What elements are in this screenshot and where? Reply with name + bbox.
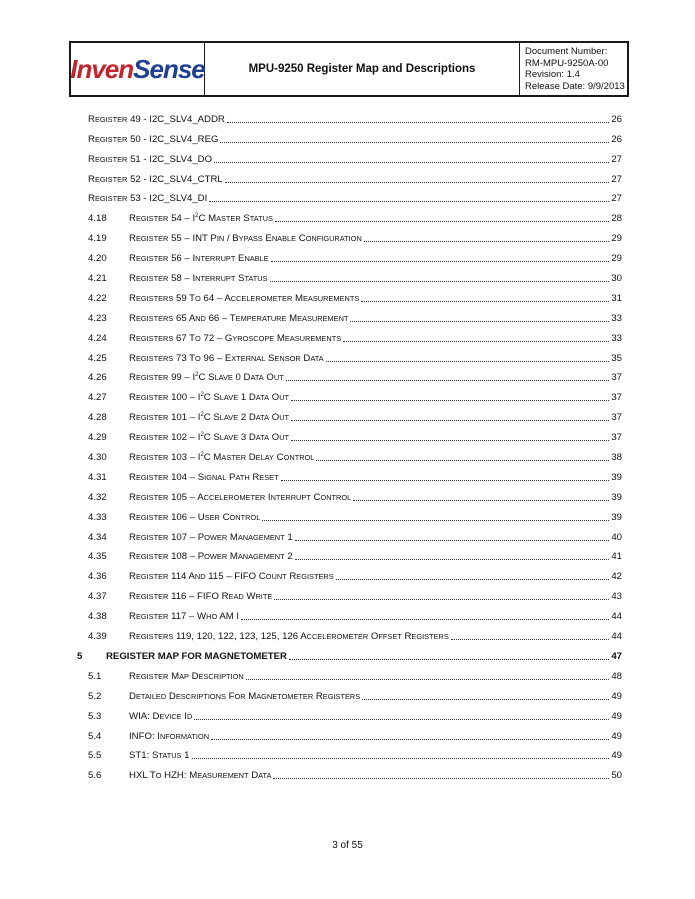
dot-leader	[291, 440, 609, 441]
toc-entry-number: 5.3	[88, 710, 102, 722]
dot-leader	[291, 400, 609, 401]
toc-entry-page: 50	[611, 770, 622, 782]
dot-leader	[451, 639, 610, 640]
toc-entry-page: 42	[611, 571, 622, 583]
toc-entry[interactable]	[88, 404, 622, 424]
dot-leader	[211, 739, 609, 740]
page-number: 3 of 55	[332, 840, 363, 851]
toc-entry-page: 44	[611, 631, 622, 643]
toc-entry-page: 39	[611, 511, 622, 523]
dot-leader	[214, 162, 609, 163]
toc-entry-page: 28	[611, 213, 622, 225]
toc-entry-number: 4.31	[88, 471, 107, 483]
toc-entry-page: 37	[611, 412, 622, 424]
toc-entry[interactable]	[88, 464, 622, 484]
toc-entry-title: REGISTERS 65 AND 66 – TEMPERATURE MEASUREMENT	[129, 312, 349, 324]
toc-entry-title: REGISTER 51 - I2C_SLV4_DO	[88, 153, 213, 165]
toc-entry-number: 5.6	[88, 770, 102, 782]
toc-entry[interactable]	[88, 166, 622, 186]
toc-entry-title: REGISTER $99 - I^2C$ SLAVE 0 DATA OUT	[129, 372, 284, 384]
toc-entry-title: REGISTERS 119, 120, 122, 123, 125, 126 ACCELEROMETER OFFSET REGISTERS	[129, 631, 449, 643]
toc-entry[interactable]	[88, 444, 622, 464]
toc-entry-title: REGISTERS 59 TO 64 – ACCELEROMETER MEASUREMENTS	[129, 292, 360, 304]
dot-leader	[316, 460, 609, 461]
toc-entry[interactable]	[88, 345, 622, 365]
toc-entry[interactable]	[88, 305, 622, 325]
toc-entry[interactable]	[88, 484, 622, 504]
dot-leader	[220, 142, 609, 143]
toc-entry-page: 49	[611, 690, 622, 702]
dot-leader	[225, 182, 610, 183]
toc-entry[interactable]	[77, 643, 622, 663]
toc-entry-title: REGISTER 53 - I2C_SLV4_DI	[88, 193, 208, 205]
toc-entry-page: 27	[611, 173, 622, 185]
toc-entry[interactable]	[88, 663, 622, 683]
toc-entry-number: 4.32	[88, 491, 107, 503]
toc-entry-number: 4.35	[88, 551, 107, 563]
toc-entry[interactable]	[88, 384, 622, 404]
toc-entry[interactable]	[88, 743, 622, 763]
toc-entry-title: HXL TO HZH: MEASUREMENT DATA	[129, 770, 272, 782]
document-number: Document Number: RM-MPU-9250A-00	[525, 46, 609, 69]
toc-entry-number: 4.20	[88, 253, 107, 265]
toc-entry[interactable]	[88, 563, 622, 583]
toc-entry-page: 26	[611, 133, 622, 145]
dot-leader	[271, 261, 610, 262]
toc-entry-number: 4.34	[88, 531, 107, 543]
toc-entry-title: REGISTER 49 - I2C_SLV4_ADDR	[88, 113, 225, 125]
toc-entry-number: 4.39	[88, 631, 107, 643]
dot-leader	[262, 520, 609, 521]
toc-entry-number: 4.26	[88, 372, 107, 384]
toc-entry-page: 30	[611, 273, 622, 285]
logo-text: InvenSense	[70, 53, 205, 84]
toc-entry-number: 4.23	[88, 312, 107, 324]
toc-entry-title: REGISTER 116 – FIFO READ WRITE	[129, 591, 273, 603]
dot-leader	[336, 579, 610, 580]
toc-entry-title: REGISTER 117 – WHO AM I	[129, 611, 240, 623]
toc-entry-number: 5	[77, 650, 83, 662]
toc-entry[interactable]	[88, 285, 622, 305]
toc-entry[interactable]	[88, 245, 622, 265]
toc-entry-number: 4.19	[88, 233, 107, 245]
toc-entry-title: REGISTER 55 – INT PIN / BYPASS ENABLE CONFIGURATION	[129, 233, 362, 245]
toc-entry-number: 4.24	[88, 332, 107, 344]
toc-entry-page: 40	[611, 531, 622, 543]
toc-entry[interactable]	[88, 723, 622, 743]
dot-leader	[353, 500, 609, 501]
toc-entry-number: 5.1	[88, 670, 102, 682]
toc-entry-page: 44	[611, 611, 622, 623]
toc-entry[interactable]	[88, 544, 622, 564]
toc-entry-number: 4.29	[88, 432, 107, 444]
toc-entry[interactable]	[88, 524, 622, 544]
dot-leader	[209, 201, 609, 202]
toc-entry-title: REGISTER 106 – USER CONTROL	[129, 511, 261, 523]
toc-entry-number: 4.33	[88, 511, 107, 523]
toc-entry-page: 39	[611, 491, 622, 503]
toc-entry[interactable]	[88, 583, 622, 603]
toc-entry-page: 27	[611, 193, 622, 205]
toc-entry-page: 29	[611, 233, 622, 245]
toc-entry-page: 43	[611, 591, 622, 603]
toc-entry[interactable]	[88, 365, 622, 385]
toc-entry-page: 49	[611, 750, 622, 762]
toc-entry-page: 37	[611, 372, 622, 384]
page-header	[69, 41, 629, 97]
toc-entry-title: REGISTER 58 – INTERRUPT STATUS	[129, 273, 268, 285]
toc-entry-title: REGISTER $101 - I^2C$ SLAVE 2 DATA OUT	[129, 412, 290, 424]
dot-leader	[275, 221, 609, 222]
toc-entry[interactable]	[88, 126, 622, 146]
toc-entry[interactable]	[88, 623, 622, 643]
dot-leader	[286, 380, 610, 381]
dot-leader	[295, 559, 610, 560]
toc-entry-number: 5.2	[88, 690, 102, 702]
dot-leader	[364, 241, 610, 242]
toc-entry-number: 4.37	[88, 591, 107, 603]
toc-entry[interactable]	[88, 504, 622, 524]
toc-entry-page: 33	[611, 332, 622, 344]
toc-entry-title: ST1: STATUS 1	[129, 750, 190, 762]
toc-entry-number: 4.36	[88, 571, 107, 583]
toc-entry[interactable]	[88, 186, 622, 206]
dot-leader	[289, 659, 609, 660]
toc-entry-title: REGISTER $54 - I^2C$ MASTER STATUS	[129, 213, 273, 225]
toc-entry-title: REGISTER MAP FOR MAGNETOMETER	[106, 650, 287, 662]
toc-entry-number: 4.27	[88, 392, 107, 404]
toc-entry-page: 35	[611, 352, 622, 364]
toc-entry-number: 4.22	[88, 292, 107, 304]
toc-entry-title: REGISTER $102 - I^2C$ SLAVE 3 DATA OUT	[129, 432, 290, 444]
toc-entry-page: 48	[611, 670, 622, 682]
dot-leader	[281, 480, 610, 481]
dot-leader	[350, 321, 609, 322]
toc-entry-title: REGISTER 108 – POWER MANAGEMENT 2	[129, 551, 293, 563]
toc-entry-title: REGISTER 105 – ACCELEROMETER INTERRUPT CONTROL	[129, 491, 352, 503]
document-revision: Revision: 1.4	[525, 69, 580, 80]
table-of-contents	[77, 106, 622, 782]
toc-entry-title: REGISTERS 73 TO 96 – EXTERNAL SENSOR DATA	[129, 352, 324, 364]
dot-leader	[326, 361, 610, 362]
toc-entry-title: REGISTER 52 - I2C_SLV4_CTRL	[88, 173, 223, 185]
toc-entry-title: REGISTER MAP DESCRIPTION	[129, 670, 244, 682]
toc-entry[interactable]	[88, 325, 622, 345]
toc-entry[interactable]	[88, 762, 622, 782]
toc-entry-page: 49	[611, 730, 622, 742]
toc-entry-page: 31	[611, 292, 622, 304]
toc-entry-page: 37	[611, 432, 622, 444]
dot-leader	[273, 778, 609, 779]
dot-leader	[246, 679, 610, 680]
toc-entry[interactable]	[88, 424, 622, 444]
toc-entry-title: REGISTERS 67 TO 72 – GYROSCOPE MEASUREMENTS	[129, 332, 342, 344]
dot-leader	[291, 420, 609, 421]
toc-entry-title: REGISTER 104 – SIGNAL PATH RESET	[129, 471, 279, 483]
toc-entry[interactable]	[88, 603, 622, 623]
toc-entry-number: 4.25	[88, 352, 107, 364]
dot-leader	[274, 599, 609, 600]
toc-entry-number: 4.30	[88, 452, 107, 464]
dot-leader	[361, 301, 609, 302]
toc-entry-page: 27	[611, 153, 622, 165]
toc-entry-number: 4.38	[88, 611, 107, 623]
toc-entry[interactable]	[88, 265, 622, 285]
dot-leader	[227, 122, 609, 123]
dot-leader	[362, 699, 609, 700]
toc-entry-number: 5.4	[88, 730, 102, 742]
toc-entry[interactable]	[88, 146, 622, 166]
toc-entry-title: DETAILED DESCRIPTIONS FOR MAGNETOMETER REGISTERS	[129, 690, 361, 702]
dot-leader	[194, 719, 609, 720]
toc-entry[interactable]	[88, 106, 622, 126]
dot-leader	[295, 540, 610, 541]
document-info	[520, 43, 627, 95]
toc-entry-page: 47	[611, 650, 622, 662]
toc-entry-title: REGISTER $100 - I^2C$ SLAVE 1 DATA OUT	[129, 392, 290, 404]
toc-entry[interactable]	[88, 205, 622, 225]
toc-entry-number: 4.21	[88, 273, 107, 285]
release-date: Release Date: 9/9/2013	[525, 80, 625, 92]
toc-entry-number: 5.5	[88, 750, 102, 762]
toc-entry-page: 41	[611, 551, 622, 563]
logo	[71, 43, 205, 95]
toc-entry-title: REGISTER 56 – INTERRUPT ENABLE	[129, 253, 269, 265]
toc-entry-title: REGISTER 107 – POWER MANAGEMENT 1	[129, 531, 293, 543]
toc-entry-title: WIA: DEVICE ID	[129, 710, 193, 722]
toc-entry-page: 37	[611, 392, 622, 404]
dot-leader	[270, 281, 610, 282]
toc-entry-page: 26	[611, 113, 622, 125]
toc-entry-title: REGISTER $103 - I^2C$ MASTER DELAY CONTROL	[129, 452, 315, 464]
toc-entry[interactable]	[88, 703, 622, 723]
toc-entry-page: 49	[611, 710, 622, 722]
toc-entry-page: 39	[611, 471, 622, 483]
dot-leader	[241, 619, 609, 620]
toc-entry-number: 4.28	[88, 412, 107, 424]
toc-entry-title: INFO: INFORMATION	[129, 730, 210, 742]
dot-leader	[343, 341, 609, 342]
toc-entry-title: REGISTER 114 AND 115 – FIFO COUNT REGISTERS	[129, 571, 334, 583]
toc-entry[interactable]	[88, 683, 622, 703]
toc-entry-title: REGISTER 50 - I2C_SLV4_REG	[88, 133, 219, 145]
dot-leader	[192, 758, 610, 759]
document-title: MPU-9250 Register Map and Descriptions	[205, 43, 520, 95]
toc-entry-number: 4.18	[88, 213, 107, 225]
toc-entry-page: 33	[611, 312, 622, 324]
toc-entry[interactable]	[88, 225, 622, 245]
toc-entry-page: 29	[611, 253, 622, 265]
toc-entry-page: 38	[611, 452, 622, 464]
